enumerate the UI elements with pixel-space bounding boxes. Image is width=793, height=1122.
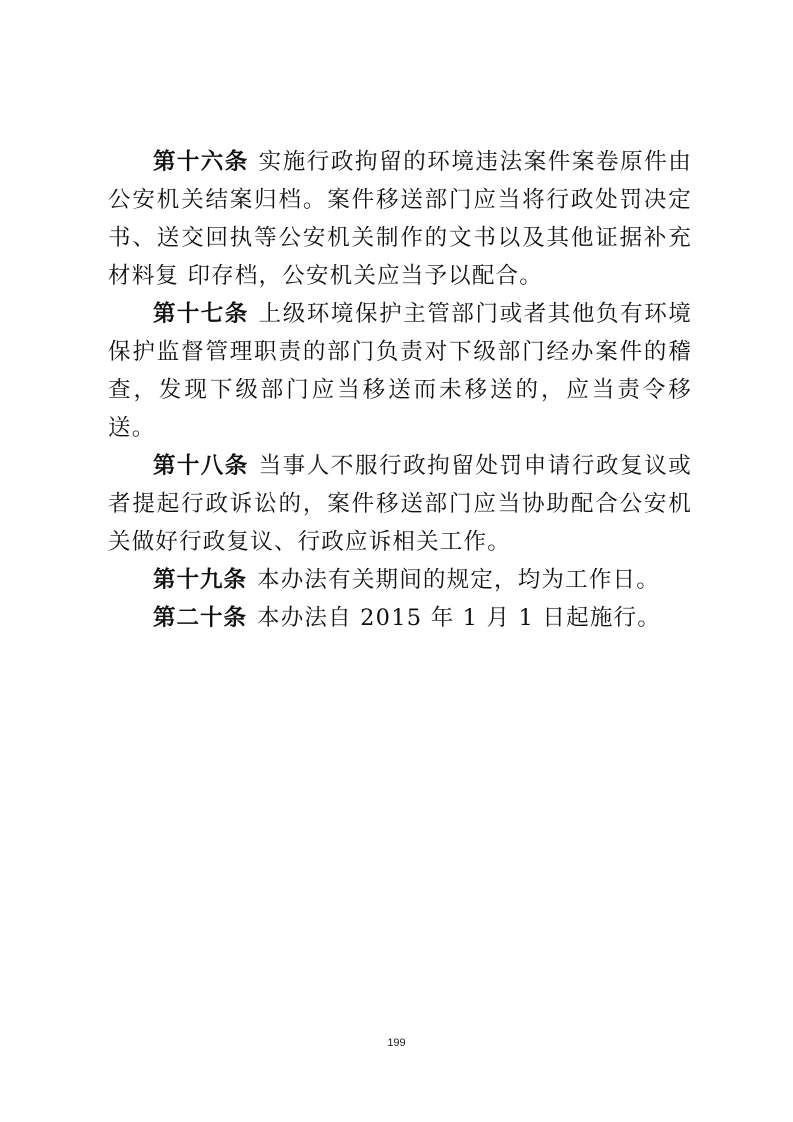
document-body bbox=[108, 143, 692, 637]
article-text: 实施行政拘留的环境违法案件案卷原件由公安机关结案归档。案件移送部门应当将行政处罚决定书、送交回执等公安机关制作的文书以及其他证据补充材料复 印存档，公安机关应当予以配合。 bbox=[108, 149, 692, 289]
article-heading: 第十七条 bbox=[153, 301, 249, 327]
article-18 bbox=[108, 447, 692, 561]
article-20 bbox=[108, 599, 692, 637]
article-text: 本办法有关期间的规定，均为工作日。 bbox=[257, 567, 660, 593]
article-text: 本办法自 2015 年 1 月 1 日起施行。 bbox=[257, 605, 661, 631]
article-text: 上级环境保护主管部门或者其他负有环境保护监督管理职责的部门负责对下级部门经办案件的稽查，发现下级部门应当移送而未移送的，应当责令移送。 bbox=[108, 301, 692, 441]
article-17 bbox=[108, 295, 692, 447]
article-text: 当事人不服行政拘留处罚申请行政复议或者提起行政诉讼的，案件移送部门应当协助配合公安机关做好行政复议、行政应诉相关工作。 bbox=[108, 453, 692, 555]
article-heading: 第十九条 bbox=[153, 567, 248, 593]
article-19 bbox=[108, 561, 692, 599]
article-16 bbox=[108, 143, 692, 295]
article-heading: 第二十条 bbox=[153, 605, 248, 631]
article-heading: 第十六条 bbox=[153, 149, 249, 175]
article-heading: 第十八条 bbox=[153, 453, 249, 479]
page-number: 199 bbox=[387, 1037, 406, 1049]
